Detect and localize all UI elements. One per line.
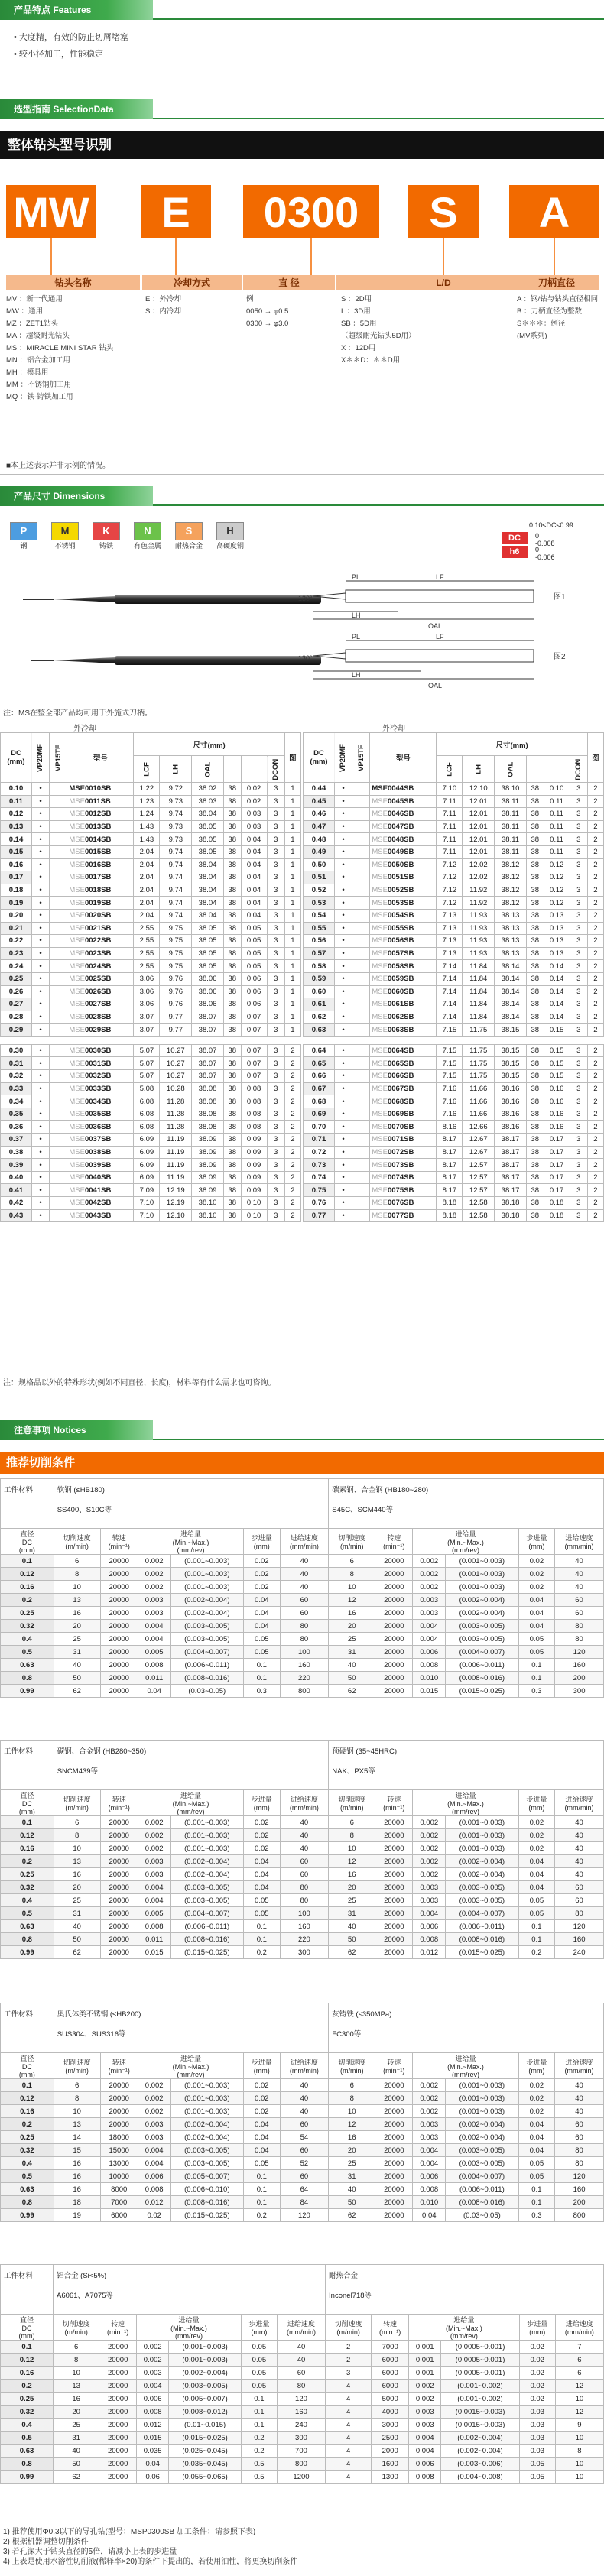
cutting-row: 0.99 62 20000 0.04 (0.03~0.05) 0.3 800 62 20000 0.015 (0.015~0.025) 0.3 300 <box>1 1685 604 1698</box>
product-row: 0.50 • MSE0050SB 7.12 12.02 38.12 38 0.12 3 2 <box>304 858 604 871</box>
footnotes: 1) 推荐使用Φ0.3以下的导孔钻(型号：MSP0300SB 加工条件：请参照下表) 2) 根据机器调整切削条件 3) 若孔深大于钻头直径的5倍，请减小上表的步进量 4) 上表是使用水溶性切削液(稀释率×20)的条件下提出的，若使用油性，将更换切削条件 <box>3 2528 298 2566</box>
technical-drawing <box>298 573 604 703</box>
col-dc: 直径 DC (mm) <box>1 1529 54 1555</box>
caption-shank: 刀柄直径 <box>514 275 599 290</box>
material-label: 高硬度钢 <box>216 542 244 550</box>
material-h <box>216 522 245 550</box>
col-fig: 图 <box>587 733 603 783</box>
col-vp20: VP20MF <box>334 733 352 783</box>
product-row: 0.29 • MSE0029SB 3.07 9.77 38.07 38 0.07 3 1 <box>1 1024 301 1037</box>
col-blank <box>223 756 241 783</box>
product-row: 0.12 • MSE0012SB 1.24 9.74 38.04 38 0.03 3 1 <box>1 808 301 821</box>
product-row: 0.48 • MSE0048SB 7.11 12.01 38.11 38 0.11 3 2 <box>304 833 604 846</box>
material-m <box>50 522 80 550</box>
product-table-left <box>0 732 301 1222</box>
drill-image-1 <box>23 595 321 604</box>
product-row: 0.24 • MSE0024SB 2.55 9.75 38.05 38 0.05 3 1 <box>1 960 301 973</box>
col-dc: 直径 DC (mm) <box>1 2053 54 2079</box>
col-blank <box>241 756 267 783</box>
product-row: 0.60 • MSE0060SB 7.14 11.84 38.14 38 0.14 3 2 <box>304 985 604 998</box>
cutting-table: 工件材料 铝合金 (Si<5%) A6061、A7075等 耐热合金 Inconel718等 直径 DC (mm) 切削速度 (m/min) 转速 (min⁻¹) 进给量 (Min.~Max.) (mm/rev) 步进量 (mm) 进给速度 (mm/min) 切削速度 (m/min) 转速 (min⁻¹) 进给量 (Min.~Max.) (mm/rev) 步进量 (mm) 进给速度 (mm/min) 0.1 6 20000 0.002 (0.001~0.003) 0.05 40 2 7000 0.001 (0.0005~0.001) 0.02 7 0.12 8 20000 0.002 (0.001~0.003) 0.05 40 2 6000 0.001 (0.0005~0.001) 0.02 6 0.16 10 20000 0.003 (0.002~0.004) 0.05 60 3 6000 0.001 (0.0005~0.001) 0.02 6 0.2 13 20000 0.004 (0.003~0.005) 0.05 80 4 6000 0.002 (0.001~0.002) 0.02 12 0.25 16 20000 0.006 (0.005~0.007) 0.1 120 4 5000 0.002 (0.001~0.002) 0.02 10 0.32 20 20000 0.008 (0.008~0.012) 0.1 160 4 4000 0.003 (0.0015~0.003) 0.03 12 0.4 25 20000 0.012 (0.01~0.015) 0.1 240 4 3000 0.003 (0.0015~0.003) 0.03 9 0.5 31 20000 0.015 (0.015~0.025) 0.2 300 4 2500 0.004 (0.002~0.004) 0.03 10 0.63 40 20000 0.035 (0.025~0.045) 0.2 700 4 2000 0.004 (0.002~0.004) 0.03 8 0.8 50 20000 0.04 (0.035~0.045) 0.5 800 4 1600 0.006 (0.003~0.006) 0.05 10 0.99 62 20000 0.06 (0.055~0.065) 0.5 1200 4 1300 0.008 (0.004~0.008) 0.05 10 <box>0 2264 604 2484</box>
h6-symbol: h6 <box>502 546 528 558</box>
h6-lower: -0.006 <box>535 553 555 561</box>
product-row: 0.33 • MSE0033SB 5.08 10.28 38.08 38 0.08 3 2 <box>1 1082 301 1095</box>
right-group-label: 外冷却 <box>382 725 405 733</box>
col-model: 型号 <box>67 733 134 783</box>
col-vp20: VP20MF <box>31 733 49 783</box>
product-row: 0.32 • MSE0032SB 5.07 10.27 38.07 38 0.07 3 2 <box>1 1070 301 1083</box>
caption-ld: L/D <box>336 275 550 290</box>
cutting-row: 0.12 8 20000 0.002 (0.001~0.003) 0.02 40 8 20000 0.002 (0.001~0.003) 0.02 40 <box>1 1568 604 1581</box>
fig1-label: 图1 <box>554 593 566 602</box>
product-row: 0.30 • MSE0030SB 5.07 10.27 38.07 38 0.07 3 2 <box>1 1044 301 1057</box>
divider <box>153 118 604 119</box>
cutting-row: 0.2 13 20000 0.003 (0.002~0.004) 0.04 60 12 20000 0.003 (0.002~0.004) 0.04 60 <box>1 2118 604 2131</box>
connector-lines <box>0 238 604 275</box>
cutting-row: 0.25 16 20000 0.006 (0.005~0.007) 0.1 120 4 5000 0.002 (0.001~0.002) 0.02 10 <box>1 2393 604 2406</box>
name-options: MV ：新一代通用 MW ：通用 MZ ：ZET1钻头 MA ：超级耐光钻头 MS ：MIRACLE MINI STAR 钻头 MN ：铝合金加工用 MH ：模具用 MM ：不锈钢加工用 MQ ：铁-铸铁加工用 <box>6 295 114 401</box>
selection-header <box>0 99 604 119</box>
cutting-row: 0.16 10 20000 0.002 (0.001~0.003) 0.02 40 10 20000 0.002 (0.001~0.003) 0.02 40 <box>1 1581 604 1594</box>
product-row: 0.47 • MSE0047SB 7.11 12.01 38.11 38 0.11 3 2 <box>304 820 604 833</box>
cutting-row: 0.63 40 20000 0.008 (0.006~0.011) 0.1 160 40 20000 0.008 (0.006~0.011) 0.1 160 <box>1 1659 604 1672</box>
cutting-row: 0.12 8 20000 0.002 (0.001~0.003) 0.05 40 2 6000 0.001 (0.0005~0.001) 0.02 6 <box>1 2354 604 2367</box>
material-label: 不锈钢 <box>54 542 76 550</box>
product-row: 0.36 • MSE0036SB 6.08 11.28 38.08 38 0.08 3 2 <box>1 1121 301 1134</box>
material-p <box>9 522 38 550</box>
label-lh: LH <box>352 612 361 619</box>
product-row: 0.35 • MSE0035SB 6.08 11.28 38.08 38 0.08 3 2 <box>1 1108 301 1121</box>
product-row: 0.75 • MSE0075SB 8.17 12.57 38.17 38 0.17 3 2 <box>304 1184 604 1197</box>
material-label: 耐热合金 <box>174 542 203 550</box>
cutting-row: 0.99 19 6000 0.02 (0.015~0.025) 0.2 120 62 20000 0.04 (0.03~0.05) 0.3 800 <box>1 2209 604 2222</box>
drill-image-2 <box>31 656 321 665</box>
col-lcf: LCF <box>437 756 463 783</box>
material-label: 铸铁 <box>99 542 113 550</box>
cutting-row: 0.63 40 20000 0.035 (0.025~0.045) 0.2 700 4 2000 0.004 (0.002~0.004) 0.03 8 <box>1 2445 604 2458</box>
caption-cool: 冷却方式 <box>142 275 242 290</box>
product-row: 0.73 • MSE0073SB 8.17 12.57 38.17 38 0.17 3 2 <box>304 1159 604 1172</box>
notices-title: 注意事项 Notices <box>0 1420 153 1440</box>
label-pl: PL <box>352 573 361 581</box>
dc-symbol: DC <box>502 532 528 544</box>
cutting-row: 0.25 16 20000 0.003 (0.002~0.004) 0.04 60 16 20000 0.002 (0.002~0.004) 0.04 40 <box>1 1868 604 1881</box>
product-row: 0.58 • MSE0058SB 7.14 11.84 38.14 38 0.14 3 2 <box>304 960 604 973</box>
cutting-row: 0.5 31 20000 0.005 (0.004~0.007) 0.05 100 31 20000 0.006 (0.004~0.007) 0.05 120 <box>1 1646 604 1659</box>
label-oal: OAL <box>428 682 443 689</box>
product-row: 0.13 • MSE0013SB 1.43 9.73 38.05 38 0.03 3 1 <box>1 820 301 833</box>
material-right: 耐热合金 Inconel718等 <box>326 2265 604 2315</box>
material-label: 工件材料 <box>1 2265 54 2315</box>
cutting-row: 0.16 10 20000 0.003 (0.002~0.004) 0.05 60 3 6000 0.001 (0.0005~0.001) 0.02 6 <box>1 2367 604 2380</box>
tol-upper: 0 <box>535 532 540 540</box>
product-row: 0.54 • MSE0054SB 7.13 11.93 38.13 38 0.13 3 2 <box>304 909 604 922</box>
cutting-table: 工件材料 奥氏体类不锈钢 (≤HB200) SUS304、SUS316等 灰铸铁 (≤350MPa) FC300等 直径 DC (mm) 切削速度 (m/min) 转速 (min⁻¹) 进给量 (Min.~Max.) (mm/rev) 步进量 (mm) 进给速度 (mm/min) 切削速度 (m/min) 转速 (min⁻¹) 进给量 (Min.~Max.) (mm/rev) 步进量 (mm) 进给速度 (mm/min) 0.1 6 20000 0.002 (0.001~0.003) 0.02 40 6 20000 0.002 (0.001~0.003) 0.02 40 0.12 8 20000 0.002 (0.001~0.003) 0.02 40 8 20000 0.002 (0.001~0.003) 0.02 40 0.16 10 20000 0.002 (0.001~0.003) 0.02 40 10 20000 0.002 (0.001~0.003) 0.02 40 0.2 13 20000 0.003 (0.002~0.004) 0.04 60 12 20000 0.003 (0.002~0.004) 0.04 60 0.25 14 18000 0.003 (0.002~0.004) 0.04 54 16 20000 0.003 (0.002~0.004) 0.04 60 0.32 15 15000 0.004 (0.003~0.005) 0.04 60 20 20000 0.004 (0.003~0.005) 0.04 80 0.4 16 13000 0.004 (0.003~0.005) 0.05 52 25 20000 0.004 (0.003~0.005) 0.05 80 0.5 16 10000 0.006 (0.005~0.007) 0.1 60 31 20000 0.006 (0.004~0.007) 0.05 120 0.63 16 8000 0.008 (0.006~0.010) 0.1 64 40 20000 0.008 (0.006~0.011) 0.1 160 0.8 18 7000 0.012 (0.008~0.016) 0.1 84 50 20000 0.010 (0.008~0.016) 0.1 200 0.99 19 6000 0.02 (0.015~0.025) 0.2 120 62 20000 0.04 (0.03~0.05) 0.3 800 <box>0 2003 604 2222</box>
code-shank: A <box>509 185 599 238</box>
product-row: 0.17 • MSE0017SB 2.04 9.74 38.04 38 0.04 3 1 <box>1 871 301 884</box>
product-table-right <box>303 732 604 1222</box>
material-code: M <box>51 522 79 540</box>
features-header <box>0 0 604 20</box>
product-row: 0.42 • MSE0042SB 7.10 12.19 38.10 38 0.10 3 2 <box>1 1197 301 1210</box>
product-row: 0.49 • MSE0049SB 7.11 12.01 38.11 38 0.11 3 2 <box>304 845 604 858</box>
col-model: 型号 <box>370 733 437 783</box>
cutting-row: 0.1 6 20000 0.002 (0.001~0.003) 0.02 40 6 20000 0.002 (0.001~0.003) 0.02 40 <box>1 1816 604 1829</box>
material-label: 工件材料 <box>1 1479 54 1529</box>
product-row: 0.64 • MSE0064SB 7.15 11.75 38.15 38 0.15 3 2 <box>304 1044 604 1057</box>
material-code: P <box>10 522 37 540</box>
cutting-row: 0.8 18 7000 0.012 (0.008~0.016) 0.1 84 50 20000 0.010 (0.008~0.016) 0.1 200 <box>1 2196 604 2209</box>
label-lf: LF <box>436 573 444 581</box>
label-lh: LH <box>352 671 361 679</box>
product-row: 0.38 • MSE0038SB 6.09 11.19 38.09 38 0.09 3 2 <box>1 1146 301 1159</box>
product-row: 0.46 • MSE0046SB 7.11 12.01 38.11 38 0.11 3 2 <box>304 808 604 821</box>
col-oal: OAL <box>192 756 224 783</box>
product-row: 0.55 • MSE0055SB 7.13 11.93 38.13 38 0.13 3 2 <box>304 922 604 935</box>
cutting-row: 0.25 16 20000 0.003 (0.002~0.004) 0.04 60 16 20000 0.003 (0.002~0.004) 0.04 60 <box>1 1607 604 1620</box>
drill-photos <box>8 582 329 689</box>
product-row: 0.20 • MSE0020SB 2.04 9.74 38.04 38 0.04 3 1 <box>1 909 301 922</box>
material-right: 灰铸铁 (≤350MPa) FC300等 <box>329 2003 604 2053</box>
fig2-label: 图2 <box>554 653 566 661</box>
product-row: 0.76 • MSE0076SB 8.18 12.58 38.18 38 0.18 3 2 <box>304 1197 604 1210</box>
col-dc: DC (mm) <box>1 733 32 783</box>
caption-name: 钻头名称 <box>6 275 140 290</box>
col-lh: LH <box>160 756 192 783</box>
product-row: 0.21 • MSE0021SB 2.55 9.75 38.05 38 0.05 3 1 <box>1 922 301 935</box>
selection-note: ■本上述表示并非示例的情况。 <box>6 462 111 470</box>
product-row: 0.57 • MSE0057SB 7.13 11.93 38.13 38 0.13 3 2 <box>304 947 604 960</box>
material-left: 软钢 (≤HB180) SS400、S10C等 <box>54 1479 329 1529</box>
material-label: 工件材料 <box>1 1741 54 1790</box>
col-dcon: DCON <box>570 756 587 783</box>
label-lf: LF <box>436 633 444 641</box>
col-dc: 直径 DC (mm) <box>1 1790 54 1816</box>
features-list <box>14 29 128 63</box>
cutting-row: 0.32 20 20000 0.008 (0.008~0.012) 0.1 160 4 4000 0.003 (0.0015~0.003) 0.03 12 <box>1 2406 604 2419</box>
col-lh: LH <box>463 756 495 783</box>
material-code: K <box>93 522 120 540</box>
dimensions-footnote: 注：规格品以外的特殊形状(例如不同直径、长度)，材料等有什么需求也可咨询。 <box>3 1379 276 1387</box>
product-row: 0.62 • MSE0062SB 7.14 11.84 38.14 38 0.14 3 2 <box>304 1011 604 1024</box>
label-angle: 130° <box>298 654 313 662</box>
cutting-row: 0.4 25 20000 0.012 (0.01~0.015) 0.1 240 4 3000 0.003 (0.0015~0.003) 0.03 9 <box>1 2419 604 2432</box>
cutting-row: 0.32 15 15000 0.004 (0.003~0.005) 0.04 60 20 20000 0.004 (0.003~0.005) 0.04 80 <box>1 2144 604 2157</box>
material-code: H <box>216 522 244 540</box>
cutting-row: 0.2 13 20000 0.003 (0.002~0.004) 0.04 60 12 20000 0.003 (0.002~0.004) 0.04 60 <box>1 1594 604 1607</box>
material-k <box>92 522 121 550</box>
product-row: 0.66 • MSE0066SB 7.15 11.75 38.15 38 0.15 3 2 <box>304 1070 604 1083</box>
col-blank <box>526 756 544 783</box>
cutting-row: 0.4 25 20000 0.004 (0.003~0.005) 0.05 80 25 20000 0.003 (0.003~0.005) 0.05 60 <box>1 1894 604 1907</box>
caption-diameter: 直 径 <box>243 275 335 290</box>
cutting-row: 0.16 10 20000 0.002 (0.001~0.003) 0.02 40 10 20000 0.002 (0.001~0.003) 0.02 40 <box>1 2105 604 2118</box>
cutting-row: 0.2 13 20000 0.004 (0.003~0.005) 0.05 80 4 6000 0.002 (0.001~0.002) 0.02 12 <box>1 2380 604 2393</box>
col-vp15: VP15TF <box>50 733 67 783</box>
col-blank <box>544 756 570 783</box>
cutting-table: 工件材料 碳钢、合金钢 (HB280~350) SNCM439等 预硬钢 (35~45HRC) NAK、PX5等 直径 DC (mm) 切削速度 (m/min) 转速 (min⁻¹) 进给量 (Min.~Max.) (mm/rev) 步进量 (mm) 进给速度 (mm/min) 切削速度 (m/min) 转速 (min⁻¹) 进给量 (Min.~Max.) (mm/rev) 步进量 (mm) 进给速度 (mm/min) 0.1 6 20000 0.002 (0.001~0.003) 0.02 40 6 20000 0.002 (0.001~0.003) 0.02 40 0.12 8 20000 0.002 (0.001~0.003) 0.02 40 8 20000 0.002 (0.001~0.003) 0.02 40 0.16 10 20000 0.002 (0.001~0.003) 0.02 40 10 20000 0.002 (0.001~0.003) 0.02 40 0.2 13 20000 0.003 (0.002~0.004) 0.04 60 12 20000 0.002 (0.002~0.004) 0.04 40 0.25 16 20000 0.003 (0.002~0.004) 0.04 60 16 20000 0.002 (0.002~0.004) 0.04 40 0.32 20 20000 0.004 (0.003~0.005) 0.04 80 20 20000 0.003 (0.003~0.005) 0.04 60 0.4 25 20000 0.004 (0.003~0.005) 0.05 80 25 20000 0.003 (0.003~0.005) 0.05 60 0.5 31 20000 0.005 (0.004~0.007) 0.05 100 31 20000 0.004 (0.004~0.007) 0.05 80 0.63 40 20000 0.008 (0.006~0.011) 0.1 160 40 20000 0.006 (0.006~0.011) 0.1 120 0.8 50 20000 0.011 (0.008~0.016) 0.1 220 50 20000 0.008 (0.008~0.016) 0.1 160 0.99 62 20000 0.015 (0.015~0.025) 0.2 300 62 20000 0.012 (0.015~0.025) 0.2 240 <box>0 1740 604 1959</box>
material-label: 有色金属 <box>133 542 161 550</box>
product-row: 0.39 • MSE0039SB 6.09 11.19 38.09 38 0.09 3 2 <box>1 1159 301 1172</box>
features-title: 产品特点 Features <box>0 0 153 20</box>
cutting-table: 工件材料 软钢 (≤HB180) SS400、S10C等 碳素钢、合金钢 (HB180~280) S45C、SCM440等 直径 DC (mm) 切削速度 (m/min) 转速 (min⁻¹) 进给量 (Min.~Max.) (mm/rev) 步进量 (mm) 进给速度 (mm/min) 切削速度 (m/min) 转速 (min⁻¹) 进给量 (Min.~Max.) (mm/rev) 步进量 (mm) 进给速度 (mm/min) 0.1 6 20000 0.002 (0.001~0.003) 0.02 40 6 20000 0.002 (0.001~0.003) 0.02 40 0.12 8 20000 0.002 (0.001~0.003) 0.02 40 8 20000 0.002 (0.001~0.003) 0.02 40 0.16 10 20000 0.002 (0.001~0.003) 0.02 40 10 20000 0.002 (0.001~0.003) 0.02 40 0.2 13 20000 0.003 (0.002~0.004) 0.04 60 12 20000 0.003 (0.002~0.004) 0.04 60 0.25 16 20000 0.003 (0.002~0.004) 0.04 60 16 20000 0.003 (0.002~0.004) 0.04 60 0.32 20 20000 0.004 (0.003~0.005) 0.04 80 20 20000 0.004 (0.003~0.005) 0.04 80 0.4 25 20000 0.004 (0.003~0.005) 0.05 80 25 20000 0.004 (0.003~0.005) 0.05 80 0.5 31 20000 0.005 (0.004~0.007) 0.05 100 31 20000 0.006 (0.004~0.007) 0.05 120 0.63 40 20000 0.008 (0.006~0.011) 0.1 160 40 20000 0.008 (0.006~0.011) 0.1 160 0.8 50 20000 0.011 (0.008~0.016) 0.1 220 50 20000 0.010 (0.008~0.016) 0.1 200 0.99 62 20000 0.04 (0.03~0.05) 0.3 800 62 20000 0.015 (0.015~0.025) 0.3 300 <box>0 1478 604 1698</box>
shank-options: A ：钢/钻与钻头直径相同 B ：刀柄直径为整数 S＊＊＊：例径 (MV系列) <box>517 295 599 340</box>
product-row: 0.18 • MSE0018SB 2.04 9.74 38.04 38 0.04 3 1 <box>1 884 301 897</box>
material-left: 铝合金 (Si<5%) A6061、A7075等 <box>54 2265 326 2315</box>
ld-options: S ：2D用 L ：3D用 SB ：5D用 （超级耐光钻头5D用） X ：12D用 X＊＊D：＊＊D用 <box>341 295 416 365</box>
product-row: 0.15 • MSE0015SB 2.04 9.74 38.05 38 0.04 3 1 <box>1 845 301 858</box>
material-right: 预硬钢 (35~45HRC) NAK、PX5等 <box>329 1741 604 1790</box>
col-fig: 图 <box>284 733 300 783</box>
dimensions-note: 注：MS在整全部产品均可用于外施式刀柄。 <box>3 709 152 718</box>
product-row: 0.74 • MSE0074SB 8.17 12.57 38.17 38 0.17 3 2 <box>304 1171 604 1184</box>
cutting-row: 0.8 50 20000 0.04 (0.035~0.045) 0.5 800 4 1600 0.006 (0.003~0.006) 0.05 10 <box>1 2458 604 2471</box>
product-row: 0.34 • MSE0034SB 6.08 11.28 38.08 38 0.08 3 2 <box>1 1095 301 1108</box>
product-row: 0.52 • MSE0052SB 7.12 11.92 38.12 38 0.12 3 2 <box>304 884 604 897</box>
divider <box>153 504 604 506</box>
left-group-label: 外冷却 <box>73 725 96 733</box>
material-label: 工件材料 <box>1 2003 54 2053</box>
product-row: 0.26 • MSE0026SB 3.06 9.76 38.06 38 0.06 3 1 <box>1 985 301 998</box>
cutting-row: 0.25 14 18000 0.003 (0.002~0.004) 0.04 54 16 20000 0.003 (0.002~0.004) 0.04 60 <box>1 2131 604 2144</box>
product-row: 0.14 • MSE0014SB 1.43 9.73 38.05 38 0.04 3 1 <box>1 833 301 846</box>
col-dc: DC (mm) <box>304 733 335 783</box>
divider <box>153 1439 604 1440</box>
product-row: 0.43 • MSE0043SB 7.10 12.10 38.10 38 0.10 3 2 <box>1 1209 301 1222</box>
product-row: 0.59 • MSE0059SB 7.14 11.84 38.14 38 0.14 3 2 <box>304 972 604 985</box>
col-oal: OAL <box>495 756 527 783</box>
label-pl: PL <box>352 633 361 641</box>
product-row: 0.70 • MSE0070SB 8.16 12.66 38.16 38 0.16 3 2 <box>304 1121 604 1134</box>
product-row: 0.10 • MSE0010SB 1.22 9.72 38.02 38 0.02 3 1 <box>1 783 301 796</box>
dimensions-title: 产品尺寸 Dimensions <box>0 486 153 506</box>
label-angle: 130° <box>298 595 313 602</box>
cutting-row: 0.8 50 20000 0.011 (0.008~0.016) 0.1 220 50 20000 0.008 (0.008~0.016) 0.1 160 <box>1 1933 604 1946</box>
tol-lower: -0.008 <box>535 540 555 547</box>
cutting-row: 0.5 31 20000 0.015 (0.015~0.025) 0.2 300 4 2500 0.004 (0.002~0.004) 0.03 10 <box>1 2432 604 2445</box>
product-row: 0.25 • MSE0025SB 3.06 9.76 38.06 38 0.06 3 1 <box>1 972 301 985</box>
cutting-row: 0.16 10 20000 0.002 (0.001~0.003) 0.02 40 10 20000 0.002 (0.001~0.003) 0.02 40 <box>1 1842 604 1855</box>
product-row: 0.27 • MSE0027SB 3.06 9.76 38.06 38 0.06 3 1 <box>1 998 301 1011</box>
dimensions-header <box>0 486 604 506</box>
cutting-row: 0.1 6 20000 0.002 (0.001~0.003) 0.02 40 6 20000 0.002 (0.001~0.003) 0.02 40 <box>1 1555 604 1568</box>
material-right: 碳素钢、合金钢 (HB180~280) S45C、SCM440等 <box>329 1479 604 1529</box>
product-row: 0.40 • MSE0040SB 6.09 11.19 38.09 38 0.09 3 2 <box>1 1171 301 1184</box>
product-row: 0.19 • MSE0019SB 2.04 9.74 38.04 38 0.04 3 1 <box>1 897 301 910</box>
id-bar-title: 整体钻头型号识别 <box>0 131 604 159</box>
col-size: 尺寸(mm) <box>134 733 284 756</box>
cutting-title: 推荐切削条件 <box>0 1452 604 1474</box>
product-row: 0.41 • MSE0041SB 7.09 12.19 38.09 38 0.09 3 2 <box>1 1184 301 1197</box>
divider <box>153 18 604 20</box>
cool-options: E ：外冷却 S ：内冷却 <box>145 295 181 316</box>
selection-title: 选型指南 SelectionData <box>0 99 153 119</box>
material-left: 奥氏体类不锈钢 (≤HB200) SUS304、SUS316等 <box>54 2003 329 2053</box>
cutting-row: 0.99 62 20000 0.06 (0.055~0.065) 0.5 1200 4 1300 0.008 (0.004~0.008) 0.05 10 <box>1 2471 604 2484</box>
material-left: 碳钢、合金钢 (HB280~350) SNCM439等 <box>54 1741 329 1790</box>
product-row: 0.71 • MSE0071SB 8.17 12.67 38.17 38 0.17 3 2 <box>304 1134 604 1147</box>
code-cool: E <box>141 185 211 238</box>
cutting-row: 0.12 8 20000 0.002 (0.001~0.003) 0.02 40 8 20000 0.002 (0.001~0.003) 0.02 40 <box>1 1829 604 1842</box>
col-vp15: VP15TF <box>352 733 370 783</box>
product-row: 0.11 • MSE0011SB 1.23 9.73 38.03 38 0.02 3 1 <box>1 795 301 808</box>
cutting-row: 0.1 6 20000 0.002 (0.001~0.003) 0.02 40 6 20000 0.002 (0.001~0.003) 0.02 40 <box>1 2079 604 2092</box>
material-n <box>133 522 162 550</box>
cutting-row: 0.63 40 20000 0.008 (0.006~0.011) 0.1 160 40 20000 0.006 (0.006~0.011) 0.1 120 <box>1 1920 604 1933</box>
product-row: 0.44 • MSE0044SB 7.10 12.10 38.10 38 0.10 3 2 <box>304 783 604 796</box>
feature-item: • 较小径加工，性能稳定 <box>14 50 103 59</box>
code-diameter: 0300 <box>243 185 379 238</box>
h6-upper: 0 <box>535 546 540 553</box>
cutting-row: 0.32 20 20000 0.004 (0.003~0.005) 0.04 80 20 20000 0.004 (0.003~0.005) 0.04 80 <box>1 1620 604 1633</box>
col-size: 尺寸(mm) <box>437 733 587 756</box>
cutting-row: 0.1 6 20000 0.002 (0.001~0.003) 0.05 40 2 7000 0.001 (0.0005~0.001) 0.02 7 <box>1 2341 604 2354</box>
cutting-row: 0.63 16 8000 0.008 (0.006~0.010) 0.1 64 40 20000 0.008 (0.006~0.011) 0.1 160 <box>1 2183 604 2196</box>
tolerance-label: 0.10≤DC≤0.99 <box>529 521 573 529</box>
product-row: 0.31 • MSE0031SB 5.07 10.27 38.07 38 0.07 3 2 <box>1 1057 301 1070</box>
cutting-row: 0.99 62 20000 0.015 (0.015~0.025) 0.2 300 62 20000 0.012 (0.015~0.025) 0.2 240 <box>1 1946 604 1959</box>
col-dcon: DCON <box>267 756 284 783</box>
material-s <box>174 522 203 550</box>
product-row: 0.16 • MSE0016SB 2.04 9.74 38.04 38 0.04 3 1 <box>1 858 301 871</box>
cutting-row: 0.32 20 20000 0.004 (0.003~0.005) 0.04 80 20 20000 0.003 (0.003~0.005) 0.04 60 <box>1 1881 604 1894</box>
product-row: 0.63 • MSE0063SB 7.15 11.75 38.15 38 0.15 3 2 <box>304 1024 604 1037</box>
cutting-row: 0.12 8 20000 0.002 (0.001~0.003) 0.02 40 8 20000 0.002 (0.001~0.003) 0.02 40 <box>1 2092 604 2105</box>
product-row: 0.37 • MSE0037SB 6.09 11.19 38.09 38 0.09 3 2 <box>1 1134 301 1147</box>
material-code: N <box>134 522 161 540</box>
cutting-row: 0.5 16 10000 0.006 (0.005~0.007) 0.1 60 31 20000 0.006 (0.004~0.007) 0.05 120 <box>1 2170 604 2183</box>
product-row: 0.69 • MSE0069SB 7.16 11.66 38.16 38 0.16 3 2 <box>304 1108 604 1121</box>
col-lcf: LCF <box>134 756 160 783</box>
product-row: 0.65 • MSE0065SB 7.15 11.75 38.15 38 0.15 3 2 <box>304 1057 604 1070</box>
cutting-row: 0.2 13 20000 0.003 (0.002~0.004) 0.04 60 12 20000 0.002 (0.002~0.004) 0.04 40 <box>1 1855 604 1868</box>
label-oal: OAL <box>428 622 443 630</box>
cutting-row: 0.4 16 13000 0.004 (0.003~0.005) 0.05 52 25 20000 0.004 (0.003~0.005) 0.05 80 <box>1 2157 604 2170</box>
product-row: 0.56 • MSE0056SB 7.13 11.93 38.13 38 0.13 3 2 <box>304 935 604 948</box>
code-ld: S <box>408 185 479 238</box>
cutting-row: 0.5 31 20000 0.005 (0.004~0.007) 0.05 100 31 20000 0.004 (0.004~0.007) 0.05 80 <box>1 1907 604 1920</box>
product-row: 0.67 • MSE0067SB 7.16 11.66 38.16 38 0.16 3 2 <box>304 1082 604 1095</box>
product-row: 0.23 • MSE0023SB 2.55 9.75 38.05 38 0.05 3 1 <box>1 947 301 960</box>
material-code: S <box>175 522 203 540</box>
material-label: 钢 <box>20 542 28 550</box>
feature-item: • 大度精，有效的防止切屑堵塞 <box>14 33 128 42</box>
notices-header <box>0 1420 604 1440</box>
diameter-options: 例 0050 → φ0.5 0300 → φ3.0 <box>246 295 289 328</box>
product-row: 0.68 • MSE0068SB 7.16 11.66 38.16 38 0.16 3 2 <box>304 1095 604 1108</box>
product-row: 0.61 • MSE0061SB 7.14 11.84 38.14 38 0.14 3 2 <box>304 998 604 1011</box>
product-row: 0.53 • MSE0053SB 7.12 11.92 38.12 38 0.12 3 2 <box>304 897 604 910</box>
cutting-row: 0.4 25 20000 0.004 (0.003~0.005) 0.05 80 25 20000 0.004 (0.003~0.005) 0.05 80 <box>1 1633 604 1646</box>
code-name: MW <box>6 185 96 238</box>
cutting-row: 0.8 50 20000 0.011 (0.008~0.016) 0.1 220 50 20000 0.010 (0.008~0.016) 0.1 200 <box>1 1672 604 1685</box>
product-row: 0.77 • MSE0077SB 8.18 12.58 38.18 38 0.18 3 2 <box>304 1209 604 1222</box>
col-dc: 直径 DC (mm) <box>1 2315 54 2341</box>
divider <box>0 474 604 475</box>
product-row: 0.45 • MSE0045SB 7.11 12.01 38.11 38 0.11 3 2 <box>304 795 604 808</box>
product-row: 0.72 • MSE0072SB 8.17 12.67 38.17 38 0.17 3 2 <box>304 1146 604 1159</box>
product-row: 0.51 • MSE0051SB 7.12 12.02 38.12 38 0.12 3 2 <box>304 871 604 884</box>
product-row: 0.22 • MSE0022SB 2.55 9.75 38.05 38 0.05 3 1 <box>1 935 301 948</box>
product-row: 0.28 • MSE0028SB 3.07 9.77 38.07 38 0.07 3 1 <box>1 1011 301 1024</box>
